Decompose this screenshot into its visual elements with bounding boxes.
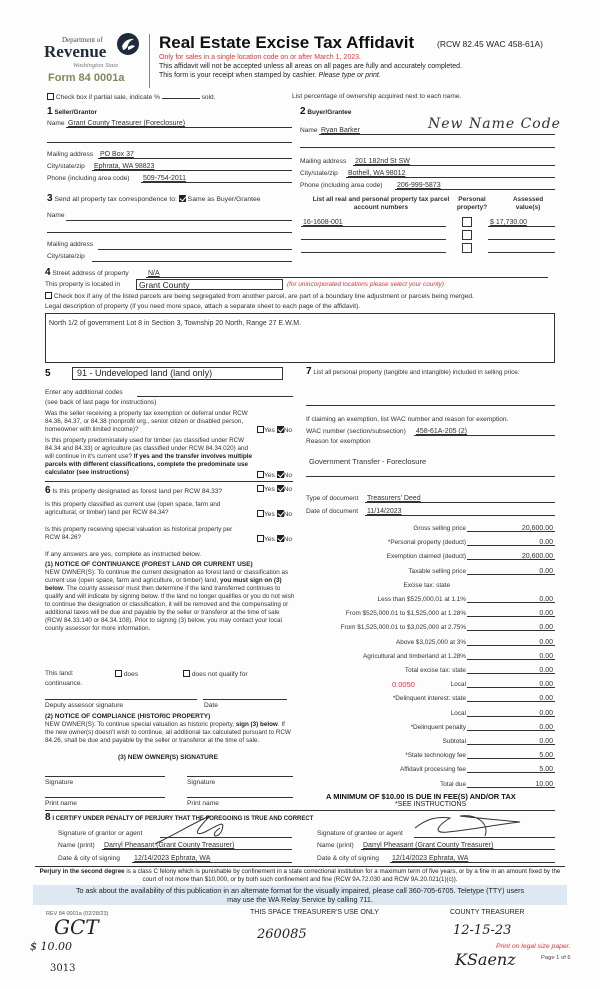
yes-label: Yes — [264, 511, 275, 518]
calc-row-label: From $1,525,000.01 to $3,025,000 at 2.75% — [340, 624, 466, 632]
seller-heading — [47, 106, 97, 117]
section-5-number: 5 — [45, 368, 51, 379]
ownership-note: List percentage of ownership acquired next to each name. — [292, 93, 462, 100]
section5-q1-yes-checkbox[interactable] — [257, 426, 264, 433]
yes-label: Yes — [264, 427, 275, 434]
calc-row — [300, 536, 555, 547]
calc-row-value: 0.00 — [539, 638, 553, 646]
calc-row — [300, 692, 555, 703]
personal-property-checkbox-3[interactable] — [462, 243, 472, 253]
buyer-city-field[interactable]: Bothell, WA 98012 — [346, 168, 555, 178]
section5-question-2 — [45, 437, 257, 477]
notice-1-heading: (1) NOTICE OF CONTINUANCE (FOREST LAND OR CURRENT USE) — [45, 561, 253, 568]
buyer-handwritten-note: New Name Code — [428, 116, 561, 132]
calc-row-value: 20,600.00 — [521, 553, 553, 561]
seller-name-line-2 — [47, 142, 292, 143]
buyer-name-line-2 — [300, 147, 555, 148]
section6-question-3: Is this property receiving special valuation as historical property per RCW 84.26? — [45, 526, 233, 541]
grantee-signature-label: Signature of grantee or agent — [317, 830, 403, 837]
new-owner-signature-field-1[interactable] — [45, 776, 165, 777]
notice-line-2-text: This form is your receipt when stamped by cashier. — [159, 72, 317, 79]
exemption-note: If claiming an exemption, list WAC number and reason for exemption. — [306, 416, 509, 423]
section5-q2-yes-checkbox[interactable] — [257, 471, 264, 478]
grantor-signature-label: Signature of grantor or agent — [58, 830, 143, 837]
correspondence-row — [47, 193, 261, 204]
notice-line-2-italic: Please type or print. — [318, 72, 381, 79]
calc-row-value: 0.00 — [539, 709, 553, 717]
does-not-qualify-checkbox[interactable] — [183, 670, 190, 677]
calc-row-value: 0.00 — [539, 695, 553, 703]
grantee-name-label: Name (print) — [317, 842, 354, 849]
seller-city-label: City/state/zip — [47, 163, 85, 170]
no-label: No — [283, 486, 293, 493]
correspondence-name-field[interactable] — [66, 220, 292, 221]
street-address-label: Street address of property — [52, 270, 129, 277]
calc-row — [300, 579, 555, 590]
form-number: Form 84 0001a — [48, 72, 125, 84]
notice-1-text-bold: you must sign on (3) below — [45, 577, 282, 592]
correspondence-name-line-2 — [47, 232, 292, 233]
calc-row-label: *State technology fee — [405, 752, 466, 760]
continuance-label: continuance. — [45, 680, 83, 687]
calc-row — [300, 607, 555, 618]
grantee-date-label: Date & city of signing — [317, 855, 379, 862]
personal-property-column-header: Personal property? — [456, 196, 488, 211]
street-address-row — [45, 267, 129, 278]
no-label: No — [283, 511, 293, 518]
deputy-signature-label: Deputy assessor signature — [45, 702, 124, 709]
calc-row-value: 0.00 — [539, 596, 553, 603]
assessed-value-column-header: Assessed value(s) — [512, 196, 544, 211]
notice-1-text-b: . The county assessor must then determine if the land transferred continues to qualify and will indicate by signing below. If the land no longer qualifies or you do not wish to continue the designation or classification, it will be removed and the compensating or additional taxes will be due and payable by the seller or transferor at the time of sale (RCW 84.33.140 or 84.34.108). Prior to signing (3) below, you may contact your local county assessor for more information. — [45, 585, 295, 632]
calc-row — [300, 650, 555, 661]
calc-row — [300, 550, 555, 561]
seller-phone-field[interactable]: 509-754-2011 — [141, 173, 292, 183]
assessed-value-field-1[interactable]: $ 17,730.00 — [488, 217, 555, 227]
buyer-phone-field[interactable]: 206-999-5873 — [395, 180, 555, 190]
section-3-number: 3 — [47, 193, 53, 204]
calc-row — [300, 721, 555, 732]
section-7-number: 7 — [306, 366, 312, 377]
section5-q1-no-checkbox[interactable] — [277, 426, 284, 433]
buyer-heading-label: Buyer/Grantee — [307, 109, 352, 116]
partial-sale-sold-label: sold. — [201, 94, 216, 101]
yes-label: Yes — [264, 486, 275, 493]
form-statute: (RCW 82.45 WAC 458-61A) — [437, 39, 543, 49]
section8-heading: I CERTIFY UNDER PENALTY OF PERJURY THAT THE FOREGOING IS TRUE AND CORRECT — [52, 816, 314, 822]
section6-q1-answers — [257, 485, 292, 493]
correspondence-mailing-label: Mailing address — [47, 241, 94, 248]
county-select[interactable] — [136, 279, 283, 290]
perjury-notice — [35, 868, 565, 883]
notice-2-text — [45, 721, 295, 745]
section6-q1-no-checkbox[interactable] — [277, 485, 284, 492]
revenue-logo-text: Revenue — [44, 42, 107, 61]
reason-label: Reason for exemption — [306, 438, 371, 445]
print-name-label-2: Print name — [187, 800, 219, 807]
correspondence-city-label: City/state/zip — [47, 253, 85, 260]
section5-question-2-text: Is this property predominately used for timber (as classified under RCW 84.34 and 84.33) or agriculture (as classified under RCW 84.34.020) and will continue in it's current use? — [45, 437, 249, 460]
doc-type-label: Type of document — [306, 495, 359, 502]
perjury-text: is a class C felony which is punishable by confinement in a state correctional institution for a maximum term of five years, or by a fine in an amount fixed by the court of not more than $10,000, or by both such confinement and fine (RCW 9A.72.030 and RCW 9A.20.021(1)(c)). — [124, 868, 561, 883]
section6-q2-no-checkbox[interactable] — [277, 510, 284, 517]
segregated-checkbox[interactable] — [45, 292, 52, 299]
calc-row — [300, 707, 555, 718]
legal-description-label: Legal description of property (if you need more space, attach a separate sheet to each page of the affidavit). — [45, 303, 361, 310]
grantee-date-field[interactable]: 12/14/2023 Ephrata, WA — [390, 853, 555, 863]
buyer-mailing-label: Mailing address — [300, 158, 347, 165]
reason-line — [306, 476, 555, 477]
buyer-phone-label: Phone (including area code) — [300, 182, 383, 189]
calc-row — [300, 522, 555, 533]
correspondence-name-label: Name — [47, 212, 65, 219]
handwritten-gct: GCT — [54, 915, 99, 939]
section6-q3-yes-checkbox[interactable] — [257, 535, 264, 542]
section5-question-1: Was the seller receiving a property tax exemption or deferral under RCW 84.36, 84.37, or 84.38 (nonprofit org., senior citizen or disabled person, homeowner with limited income)? — [45, 410, 248, 433]
does-qualify-checkbox[interactable] — [115, 670, 122, 677]
buyer-name-field[interactable]: Ryan Barker — [319, 125, 555, 135]
no-label: No — [283, 427, 293, 434]
calc-row-label: Subtotal — [442, 738, 466, 745]
legal-description-field[interactable] — [45, 313, 555, 363]
section6-q2-answers — [257, 510, 292, 518]
grantor-date-field[interactable]: 12/14/2023 Ephrata, WA — [132, 853, 292, 863]
notice-2-text-bold: sign (3) below — [235, 721, 278, 728]
alt-format-text: To ask about the availability of this publication in an alternate format for the visually impaired, please call 360-705-6705. Teletype (TTY) users may use the WA Relay Service by calling 711. — [75, 886, 525, 904]
section6-q3-no-checkbox[interactable] — [277, 535, 284, 542]
local-rate: 0.0050 — [392, 680, 415, 690]
alt-format-banner — [33, 885, 567, 905]
calc-row-label: *Delinquent interest: state — [392, 695, 466, 703]
notice-2-text-b: . If the new owner(s) doesn't wish to continue, all additional tax calculated pursuant to RCW 84.26, shall be due and payable by the seller or transferor at the time of sale. — [45, 721, 291, 744]
new-owner-print-field-2[interactable] — [187, 797, 293, 798]
calc-row — [300, 735, 555, 746]
washington-state-label: Washington State — [73, 62, 119, 69]
legal-description-value: North 1/2 of government Lot 8 in Section 3, Township 20 North, Range 27 E.W.M. — [49, 320, 302, 327]
seller-name-field[interactable]: Grant County Treasurer (Foreclosure) — [66, 118, 292, 128]
minimum-due-notice: A MINIMUM OF $10.00 IS DUE IN FEE(S) AND/OR TAX — [326, 792, 516, 801]
partial-sale-label: Check box if partial sale, indicate % — [55, 94, 160, 101]
buyer-name-label: Name — [300, 127, 318, 134]
additional-codes-field[interactable] — [137, 396, 293, 397]
calc-row — [300, 678, 555, 689]
section5-question-2-bold: If yes and the transfer involves multiple parcels with different classifications, complete the predominate use calculator (see instructions) — [45, 453, 252, 476]
section-1-number: 1 — [47, 106, 53, 117]
seller-name-label: Name — [47, 120, 65, 127]
county-hint: (for unincorporated locations please select your county) — [287, 281, 445, 288]
deputy-date-label: Date — [204, 702, 218, 709]
notice-2-heading: (2) NOTICE OF COMPLIANCE (HISTORIC PROPERTY) — [45, 713, 211, 720]
calc-row-value: 10.00 — [535, 780, 553, 788]
calc-row-value: 0.00 — [539, 681, 553, 689]
grantor-name-label: Name (print) — [58, 842, 95, 849]
page-number: Page 1 of 6 — [541, 955, 571, 961]
section5-q1-answers — [257, 426, 292, 434]
grantor-date-label: Date & city of signing — [58, 855, 120, 862]
calc-row-value: 0.00 — [539, 667, 553, 674]
buyer-mailing-field[interactable]: 201 182nd St SW — [353, 156, 555, 166]
personal-property-field[interactable] — [306, 405, 555, 406]
calc-row-value: 0.00 — [539, 738, 553, 745]
calc-row-value: 0.00 — [539, 624, 553, 632]
section5-q2-answers — [257, 471, 292, 479]
notice-3-heading: (3) NEW OWNER(S) SIGNATURE — [118, 754, 218, 761]
signature-label-1: Signature — [45, 779, 74, 786]
calc-row-value: 0.00 — [539, 539, 553, 547]
deputy-date-field[interactable] — [203, 699, 287, 700]
calc-row-value: 0.00 — [539, 723, 553, 731]
calc-row-label: *Personal property (deduct) — [387, 539, 466, 547]
section-4-number: 4 — [45, 267, 51, 278]
print-name-label-1: Print name — [45, 800, 77, 807]
red-notice: Only for sales in a single location code on or after March 1, 2023. — [159, 54, 361, 61]
calc-row-label: Less than $525,000.01 at 1.1% — [377, 596, 466, 603]
calc-row-value: 5.00 — [539, 752, 553, 760]
handwritten-date: 12-15-23 — [453, 923, 512, 938]
section-6-number: 6 — [45, 485, 51, 496]
calc-row-label: Excise tax: state — [403, 581, 450, 589]
calc-row-label: Exemption claimed (deduct) — [386, 553, 466, 561]
parcel-number-field-1[interactable]: 16-1608-001 — [301, 217, 446, 227]
revenue-logo-icon — [116, 32, 140, 56]
no-label: No — [283, 536, 293, 543]
personal-property-checkbox-2[interactable] — [462, 230, 472, 240]
section6-question-1: Is this property designated as forest land per RCW 84.33? — [52, 488, 223, 495]
handwritten-treasurer-signature: KSaenz — [455, 950, 516, 969]
seller-mailing-label: Mailing address — [47, 151, 94, 158]
calc-row-value: 5.00 — [539, 766, 553, 774]
calc-row-value: 0.00 — [539, 610, 553, 618]
yes-label: Yes — [264, 472, 275, 479]
street-address-field[interactable]: N/A — [146, 268, 548, 278]
calc-row-label: Above $3,025,000 at 3% — [396, 638, 466, 646]
calc-row — [300, 621, 555, 632]
if-yes-instruction: If any answers are yes, complete as instructed below. — [45, 551, 202, 558]
calc-row — [300, 664, 555, 675]
print-legal-note: Print on legal size paper. — [496, 943, 571, 950]
notice-2-text-a: NEW OWNER(S): To continue special valuation as historic property, — [45, 721, 235, 728]
same-as-buyer-label: Same as Buyer/Grantee — [187, 196, 261, 203]
new-owner-print-field-1[interactable] — [45, 797, 165, 798]
no-label: No — [283, 472, 293, 479]
calc-row — [300, 749, 555, 760]
section7-label-text: List all personal property (tangible and intangible) included in selling price. — [313, 369, 520, 376]
header-divider — [149, 34, 150, 88]
form-title: Real Estate Excise Tax Affidavit — [159, 33, 415, 52]
section6-q3-answers — [257, 535, 292, 543]
parcel-number-field-2[interactable] — [301, 230, 446, 240]
correspondence-mailing-field[interactable] — [98, 249, 292, 250]
revision-label: REV 84 0001a (02/28/23) — [46, 911, 109, 917]
additional-codes-label: Enter any additional codes — [45, 389, 123, 396]
county-select-value: Grant County — [139, 280, 190, 290]
wac-label: WAC number (section/subsection) — [306, 428, 406, 435]
land-use-select-value: 91 - Undeveloped land (land only) — [77, 368, 213, 378]
calc-row-value: 0.00 — [539, 652, 553, 660]
section6-question-1-row — [45, 485, 222, 496]
section5-divider — [45, 481, 293, 482]
correspondence-label: Send all property tax correspondence to: — [54, 196, 177, 203]
section6-q2-yes-checkbox[interactable] — [257, 510, 264, 517]
calc-row-value: 20,600.00 — [521, 525, 553, 532]
calc-row-label: Local — [450, 709, 466, 717]
land-use-select[interactable] — [72, 367, 283, 380]
calc-row-label: Total due — [440, 780, 466, 788]
seller-mailing-field[interactable]: PO Box 37 — [98, 149, 292, 159]
calc-row — [300, 593, 555, 604]
partial-sale-percent-field[interactable] — [162, 98, 200, 99]
notice-line-2 — [159, 72, 381, 79]
county-treasurer-label: COUNTY TREASURER — [450, 909, 525, 916]
doc-type-field[interactable]: Treasurers' Deed — [365, 493, 555, 503]
does-not-label: does not qualify for — [191, 671, 248, 678]
treasurer-use-label: THIS SPACE TREASURER'S USE ONLY — [250, 909, 379, 916]
grantee-signature-scribble — [400, 810, 550, 840]
parcel-column-header: List all real and personal property tax parcel account numbers — [312, 196, 450, 211]
does-option — [115, 670, 138, 678]
does-not-option — [183, 670, 248, 678]
section6-question-2: Is this property classified as current use (open space, farm and agricultural, or timber) land per RCW 84.34? — [45, 501, 221, 516]
section6-q1-yes-checkbox[interactable] — [257, 485, 264, 492]
seller-city-field[interactable]: Ephrata, WA 98823 — [92, 161, 292, 171]
handwritten-3013: 3013 — [50, 963, 76, 974]
calc-row-label: Total excise tax: state — [404, 667, 466, 674]
perjury-divider — [35, 866, 565, 867]
calc-row-label: Agricultural and timberland at 1.28% — [362, 652, 466, 660]
yes-label: Yes — [264, 536, 275, 543]
doc-date-field[interactable]: 11/14/2023 — [365, 506, 555, 516]
calc-row — [300, 565, 555, 576]
calc-row-label: Taxable selling price — [408, 567, 466, 575]
grantee-name-field[interactable]: Darryl Pheasant (Grant County Treasurer) — [361, 840, 555, 850]
assessed-value-field-2[interactable] — [488, 230, 555, 240]
partial-sale-checkbox[interactable] — [47, 93, 54, 100]
located-in-label: This property is located in — [45, 281, 121, 288]
wac-number-field[interactable]: 458-61A-205 (2) — [414, 426, 555, 436]
notice-1-text-a: NEW OWNER(S): To continue the current designation as forest land or classification as current use (open space, farm and agriculture, or timber) land, — [45, 569, 289, 584]
segregated-row — [45, 292, 474, 300]
handwritten-fee: $ 10.00 — [30, 940, 72, 953]
notice-line-1: This affidavit will not be accepted unless all areas on all pages are fully and accurately completed. — [159, 63, 462, 70]
correspondence-city-field[interactable] — [92, 261, 292, 262]
calc-row — [300, 778, 555, 789]
calc-row-label: Affidavit processing fee — [400, 766, 466, 774]
section5-q2-no-checkbox[interactable] — [277, 471, 284, 478]
dept-of-label: Department of — [62, 36, 103, 44]
calc-row — [300, 636, 555, 647]
seller-heading-label: Seller/Grantor — [54, 109, 97, 116]
handwritten-receipt-number: 260085 — [257, 927, 307, 942]
section7-label — [306, 368, 556, 377]
buyer-city-label: City/state/zip — [300, 170, 338, 177]
does-label: does — [123, 671, 139, 678]
doc-date-label: Date of document — [306, 508, 359, 515]
calc-row-label: Gross selling price — [413, 525, 466, 532]
parcel-number-field-3[interactable] — [301, 243, 446, 253]
new-owner-signature-field-2[interactable] — [187, 776, 293, 777]
segregated-label: Check box if any of the listed parcels are being segregated from another parcel, are part of a boundary line adjustment or parcels being merged. — [53, 293, 474, 300]
buyer-heading — [300, 106, 351, 117]
personal-property-checkbox-1[interactable] — [462, 217, 472, 227]
reason-value[interactable]: Government Transfer - Foreclosure — [309, 457, 427, 466]
calc-row — [300, 763, 555, 774]
section-2-number: 2 — [300, 106, 306, 117]
see-instructions: *SEE INSTRUCTIONS — [395, 801, 467, 808]
same-as-buyer-checkbox[interactable] — [179, 195, 186, 202]
assessed-value-field-3[interactable] — [488, 243, 555, 253]
partial-sale-row — [47, 93, 216, 101]
calc-row-value: 0.00 — [539, 567, 553, 575]
perjury-bold: Perjury in the second degree — [39, 868, 125, 875]
calc-row-label: From $525,000.01 to $1,525,000 at 1.28% — [345, 610, 466, 618]
section-8-number: 8 — [45, 812, 51, 823]
this-land-label: This land: — [45, 670, 74, 677]
additional-codes-note: (see back of last page for instructions) — [45, 399, 157, 406]
grantor-name-field[interactable]: Darryl Pheasant (Grant County Treasurer) — [102, 840, 292, 850]
seller-phone-label: Phone (including area code) — [47, 175, 130, 182]
signature-label-2: Signature — [187, 779, 216, 786]
notice-1-text — [45, 569, 295, 633]
deputy-signature-field[interactable] — [45, 699, 197, 700]
calc-row-label: *Delinquent penalty — [410, 723, 466, 731]
calc-row-label: Local — [450, 681, 466, 689]
